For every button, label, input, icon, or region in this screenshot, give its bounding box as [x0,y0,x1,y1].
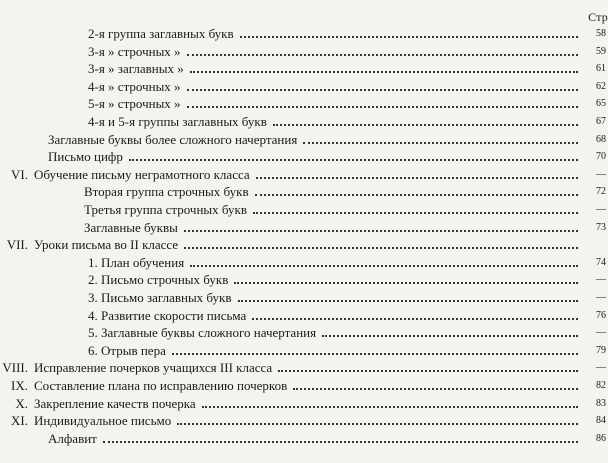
page-number: 70 [596,151,606,163]
dot-leader [187,54,578,56]
dot-leader [303,142,578,144]
dot-leader [172,353,578,355]
page-number: — [596,362,606,374]
toc-entry [0,253,608,271]
dot-leader [190,71,578,73]
entry-title: Исправление почерков учащихся III класса [34,360,273,376]
section-number: VI. [11,166,28,182]
toc-entry [0,288,608,306]
page-number: 65 [596,98,606,110]
entry-title: 2. Письмо строчных букв [88,272,229,288]
entry-title: Составление плана по исправлению почерков [34,378,288,393]
page-number: 82 [596,380,606,391]
page-number: 84 [596,415,606,427]
page-column-header: Стр [588,10,608,24]
entry-title: Алфавит [48,430,97,446]
entry-title: Уроки письма во II классе [34,237,179,253]
toc-entry [0,77,608,95]
page-number: 68 [596,133,606,145]
page-number: 61 [596,63,606,75]
page-number: 62 [596,80,606,92]
toc-entry [0,147,608,165]
entry-title: 2-я группа заглавных букв [88,26,234,41]
entry-title: 3. Письмо заглавных букв [88,290,232,305]
dot-leader [103,441,578,443]
toc-entry [0,59,608,77]
dot-leader [273,124,578,126]
page-number: — [596,274,606,286]
toc-entry [0,235,608,253]
entry-title: Закрепление качеств почерка [34,395,196,411]
toc-entry [0,376,608,394]
entry-title: Вторая группа строчных букв [84,184,249,200]
entry-title: 4-я и 5-я группы заглавных букв [88,114,267,129]
page-number: 83 [596,397,606,409]
toc-entry [0,42,608,60]
dot-leader [129,159,578,161]
page-number: 72 [596,186,606,198]
dot-leader [234,282,578,284]
toc-entry [0,358,608,376]
dot-leader [184,247,578,249]
toc-entry [0,270,608,288]
toc-entry [0,130,608,148]
dot-leader [278,370,578,372]
entry-title: Индивидуальное письмо [34,413,172,429]
page-number: — [596,327,606,339]
page-number: 79 [596,344,606,356]
entry-title: 4. Развитие скорости письма [88,307,247,323]
dot-leader [293,388,578,390]
entry-title: 5-я » строчных » [88,96,181,112]
toc-entry [0,218,608,236]
entry-title: 3-я » заглавных » [88,61,184,77]
entry-title: 1. План обучения [88,254,185,270]
page-number: 73 [596,221,606,233]
dot-leader [184,230,578,232]
dot-leader [256,177,578,179]
entry-title: Обучение письму неграмотного класса [34,166,250,182]
dot-leader [187,106,578,108]
section-number: VII. [6,237,28,253]
dot-leader [252,318,578,320]
section-number: XI. [11,413,28,429]
page-number: 76 [596,309,606,321]
entry-title: 6. Отрыв пера [88,342,166,358]
entry-title: Заглавные буквы более сложного начертания [48,131,298,147]
toc-entry [0,165,608,183]
dot-leader [177,423,578,425]
page-number: 59 [596,45,606,57]
entry-title: 3-я » строчных » [88,43,181,59]
section-number: X. [15,395,28,411]
entry-title: Письмо цифр [48,149,123,165]
toc-entry [0,411,608,429]
dot-leader [253,212,578,214]
entry-title: Заглавные буквы [84,219,178,235]
dot-leader [202,406,578,408]
toc-entry [0,306,608,324]
page-number: — [596,292,606,303]
toc-entry [0,394,608,412]
section-number: VIII. [2,360,28,376]
page-number: — [596,168,606,180]
dot-leader [240,36,578,38]
entry-title: 5. Заглавные буквы сложного начертания [88,325,317,341]
page-number: 58 [596,28,606,39]
toc-entry [0,94,608,112]
toc-entry [0,200,608,218]
entry-title: 4-я » строчных » [88,78,181,94]
toc-entry [0,429,608,447]
page-number: 74 [596,256,606,268]
toc-entry [0,341,608,359]
toc-entry [0,323,608,341]
section-number: IX. [11,378,28,393]
toc-entry [0,112,608,130]
dot-leader [322,335,578,337]
page-number: 86 [596,432,606,444]
dot-leader [255,194,578,196]
dot-leader [238,300,578,302]
entry-title: Третья группа строчных букв [84,202,247,217]
page-number: 67 [596,116,606,127]
toc-entry [0,182,608,200]
dot-leader [190,265,578,267]
toc-entry [0,24,608,42]
dot-leader [187,89,578,91]
page-number: — [596,204,606,215]
